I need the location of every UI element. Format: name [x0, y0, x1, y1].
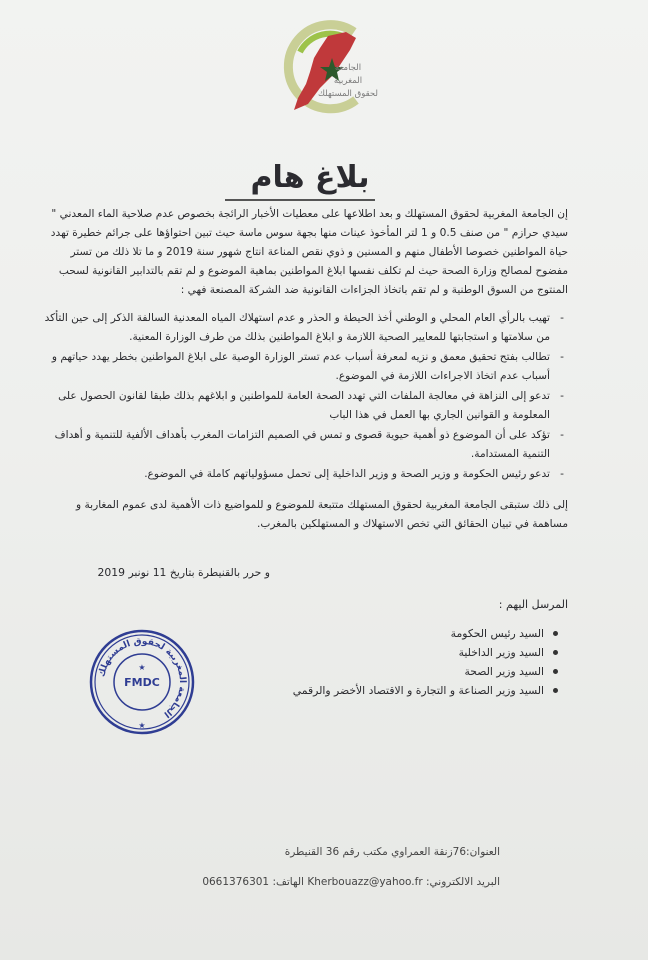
stamp-star-icon: ★ — [138, 721, 146, 730]
list-item: السيد وزير الصناعة و التجارة و الاقتصاد الأخضر والرقمي — [260, 681, 544, 700]
logo-text-line: المغربية — [333, 76, 363, 86]
list-item: تدعو رئيس الحكومة و وزير الصحة و وزير الداخلية إلى تحمل مسؤولياتهم كاملة في الموضوع. - — [40, 465, 550, 484]
list-item: تدعو إلى النزاهة في معالجة الملفات التي تهدد الصحة العامة للمواطنين و ابلاغهم بذلك طبقا لقانون الحصول على المعلومة و القوانين الجاري بها العمل في هذا الباب - — [40, 387, 550, 425]
list-item: السيد وزير الصحة — [260, 662, 544, 681]
list-item: تؤكد على أن الموضوع ذو أهمية حيوية قصوى و تمس في الصميم التزامات المغرب بأهداف الألفية للتنمية و أهداف التنمية المستدامة. - — [40, 426, 550, 464]
recipients-heading: المرسل اليهم : — [498, 598, 568, 611]
official-stamp — [88, 628, 196, 736]
email-label: البريد الالكتروني: — [426, 876, 500, 888]
demands-list — [40, 309, 550, 485]
footer-contact — [160, 876, 500, 888]
title-underline — [225, 199, 375, 201]
logo-text-line: لحقوق المستهلك — [318, 89, 378, 99]
list-item: السيد وزير الداخلية — [260, 643, 544, 662]
logo-text-line: الجامعة — [334, 63, 362, 73]
dateline: و حرر بالقنيطرة بتاريخ 11 نونبر 2019 — [97, 566, 270, 579]
stamp-center-text: FMDC — [124, 676, 160, 689]
stamp-star-icon: ★ — [138, 663, 146, 672]
list-item: السيد رئيس الحكومة — [260, 624, 544, 643]
logo-text — [318, 62, 378, 101]
list-item: تهيب بالرأي العام المحلي و الوطني أخذ الحيطة و الحذر و عدم استهلاك المياه المعدنية السالفة الذكر إلى حين التأكد من سلامتها و استجابتها للمعايير الصحية اللازمة و ابلاغ المواطنين بذلك من طرف الوزارة المعنية. - — [40, 309, 550, 347]
phone-label: الهاتف: — [272, 876, 304, 888]
phone-number[interactable]: 0661376301 — [202, 876, 270, 888]
footer-address: العنوان:76زنقة العمراوي مكتب رقم 36 القنيطرة — [284, 846, 500, 858]
document-title: بلاغ هام — [250, 160, 370, 195]
intro-paragraph: إن الجامعة المغربية لحقوق المستهلك و بعد اطلاعها على معطيات الأخبار الرائجة بخصوص عدم صلاحية الماء المعدني " سيدي حرازم " من صنف 0.5 و 1 لتر المأخوذ عينات منها بجهة سوس ماسة حيث تبين احتواؤها على جرائم خطيرة تهدد حياة المواطنين خصوصا الأطفال منهم و المسنين و ذوي نقص المناعة انتاج شهور سنة 2019 و ما تلا ذلك من تستر مفضوح لمصالح وزارة الصحة حيث لم تكلف نفسها ابلاغ المواطنين بماهية الموضوع و لم تقم بالتدابير القانونية لسحب المنتوج من السوق الوطنية و لم تقم باتخاذ الجزاءات القانونية ضد الشركة المصنعة فهي : — [50, 208, 568, 296]
list-item: تطالب بفتح تحقيق معمق و نزيه لمعرفة أسباب عدم تستر الوزارة الوصية على ابلاغ المواطنين بخطر يهدد حياتهم و أسباب عدم اتخاذ الاجراءات اللازمة في الموضوع. - — [40, 348, 550, 386]
closing-paragraph: إلى ذلك ستبقى الجامعة المغربية لحقوق المستهلك متتبعة للموضوع و للمواضيع ذات الأهمية لدى عموم المغاربة و مساهمة في تبيان الحقائق التي تخص الاستهلاك و المستهلكين بالمغرب. — [75, 499, 568, 530]
recipients-list — [260, 624, 544, 700]
email-address[interactable]: Kherbouazz@yahoo.fr — [307, 876, 423, 888]
stamp-ring-text: الجامعة المغربية لحقوق المستهلك — [97, 636, 188, 719]
